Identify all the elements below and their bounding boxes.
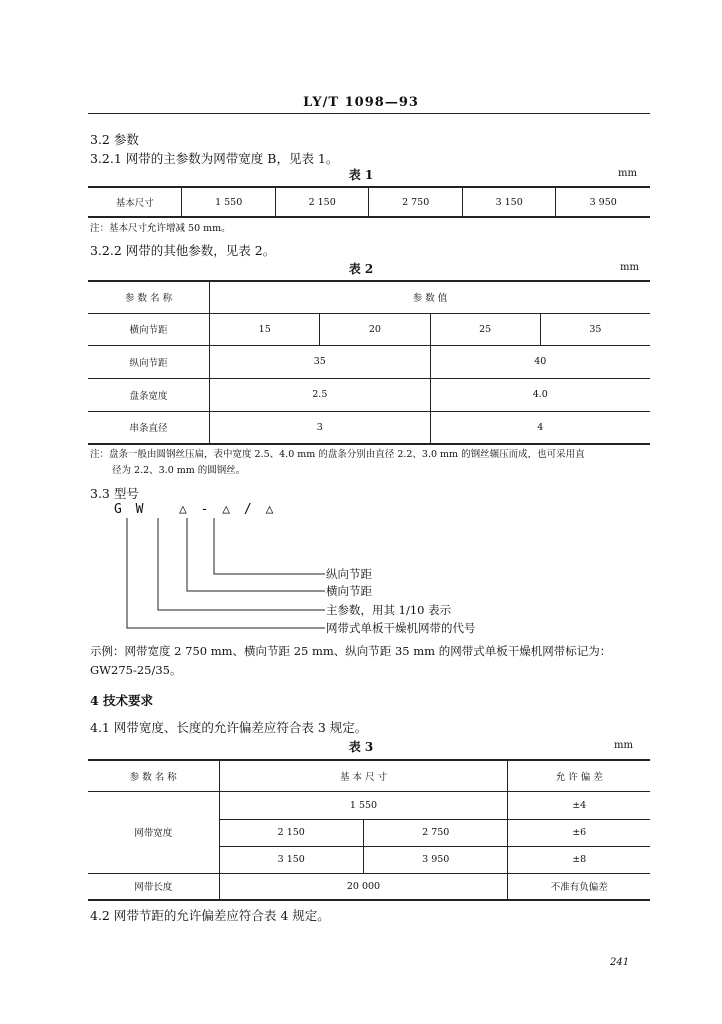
table3-cell: 20 000 [219,873,508,900]
table3-tol-cell: 不准有负偏差 [508,873,650,900]
model-code: G W △ - △ / △ [114,502,277,517]
section-4-heading: 4 技术要求 [90,693,154,708]
table3-header-name: 参 数 名 称 [88,760,219,791]
model-label-longitudinal: 纵向节距 [326,567,372,581]
model-example-line2: GW275-25/35。 [90,663,182,677]
table2-note-line1: 注：盘条一般由圆钢丝压扁，表中宽度 2.5、4.0 mm 的盘条分别由直径 2.2、3.0 mm 的钢丝辗压而成，也可采用直 [90,449,585,460]
table2-row-label: 纵向节距 [88,345,210,378]
table1 [88,186,650,218]
table2-cell: 20 [320,313,430,345]
table1-note: 注：基本尺寸允许增减 50 mm。 [90,223,231,234]
table2-note [90,447,650,479]
table2-row-label: 串条直径 [88,411,210,444]
table3-header-tolerance: 允 许 偏 差 [508,760,650,791]
leader-line-longitudinal [214,518,325,574]
model-label-code: 网带式单板干燥机网带的代号 [326,621,476,635]
table1-cell: 2 150 [275,187,369,217]
table1-caption: 表 1 [348,168,374,182]
table3-cell: 1 550 [219,791,508,819]
table1-cell: 1 550 [182,187,276,217]
table2-header-value: 参 数 值 [210,281,650,313]
model-leader-lines [110,515,340,635]
table2-cell: 35 [540,313,650,345]
page-number: 241 [610,957,630,968]
section-3-2-1-text: 3.2.1 网带的主参数为网带宽度 B，见表 1。 [90,151,339,166]
header-rule [88,113,650,114]
document-code-header: LY/T 1098—93 [303,95,419,110]
table3-length-label: 网带长度 [88,873,219,900]
table2-cell: 3 [210,411,430,444]
table2-row-label: 盘条宽度 [88,378,210,411]
table3-header-basic: 基 本 尺 寸 [219,760,508,791]
table3-unit: mm [614,740,633,751]
table1-unit: mm [618,168,637,179]
section-3-2-2-text: 3.2.2 网带的其他参数，见表 2。 [90,243,276,258]
table3-tol-cell: ±6 [508,819,650,846]
table2-cell: 35 [210,345,430,378]
table2-cell: 40 [430,345,650,378]
table2-cell: 15 [210,313,320,345]
table2-cell: 2.5 [210,378,430,411]
table2 [88,280,650,445]
table2-cell: 4.0 [430,378,650,411]
section-3-3-heading: 3.3 型号 [90,486,139,501]
table1-cell: 2 750 [369,187,463,217]
table2-header-name: 参 数 名 称 [88,281,210,313]
table2-note-line2: 径为 2.2、3.0 mm 的圆钢丝。 [112,465,246,476]
table3 [88,759,650,901]
section-4-2-text: 4.2 网带节距的允许偏差应符合表 4 规定。 [90,908,330,923]
table1-cell: 3 950 [556,187,650,217]
table2-row-label: 横向节距 [88,313,210,345]
table2-caption: 表 2 [348,262,374,276]
leader-line-code [127,518,325,628]
table1-row-label: 基本尺寸 [88,187,182,217]
table3-tol-cell: ±8 [508,846,650,873]
model-example-line1: 示例：网带宽度 2 750 mm、横向节距 25 mm、纵向节距 35 mm 的网带式单板干燥机网带标记为： [90,644,612,658]
table3-caption: 表 3 [348,740,374,754]
model-label-main-param: 主参数，用其 1/10 表示 [326,603,452,617]
table2-cell: 4 [430,411,650,444]
table3-cell: 2 750 [363,819,507,846]
table1-cell: 3 150 [462,187,556,217]
table3-tol-cell: ±4 [508,791,650,819]
leader-line-main-param [158,518,325,610]
table2-cell: 25 [430,313,540,345]
table3-width-label: 网带宽度 [88,791,219,873]
section-3-2-heading: 3.2 参数 [90,132,139,147]
model-label-transverse: 横向节距 [326,584,372,598]
table3-cell: 3 150 [219,846,363,873]
table3-cell: 2 150 [219,819,363,846]
table2-unit: mm [620,262,639,273]
leader-line-transverse [187,518,325,591]
section-4-1-text: 4.1 网带宽度、长度的允许偏差应符合表 3 规定。 [90,720,368,735]
table3-cell: 3 950 [363,846,507,873]
